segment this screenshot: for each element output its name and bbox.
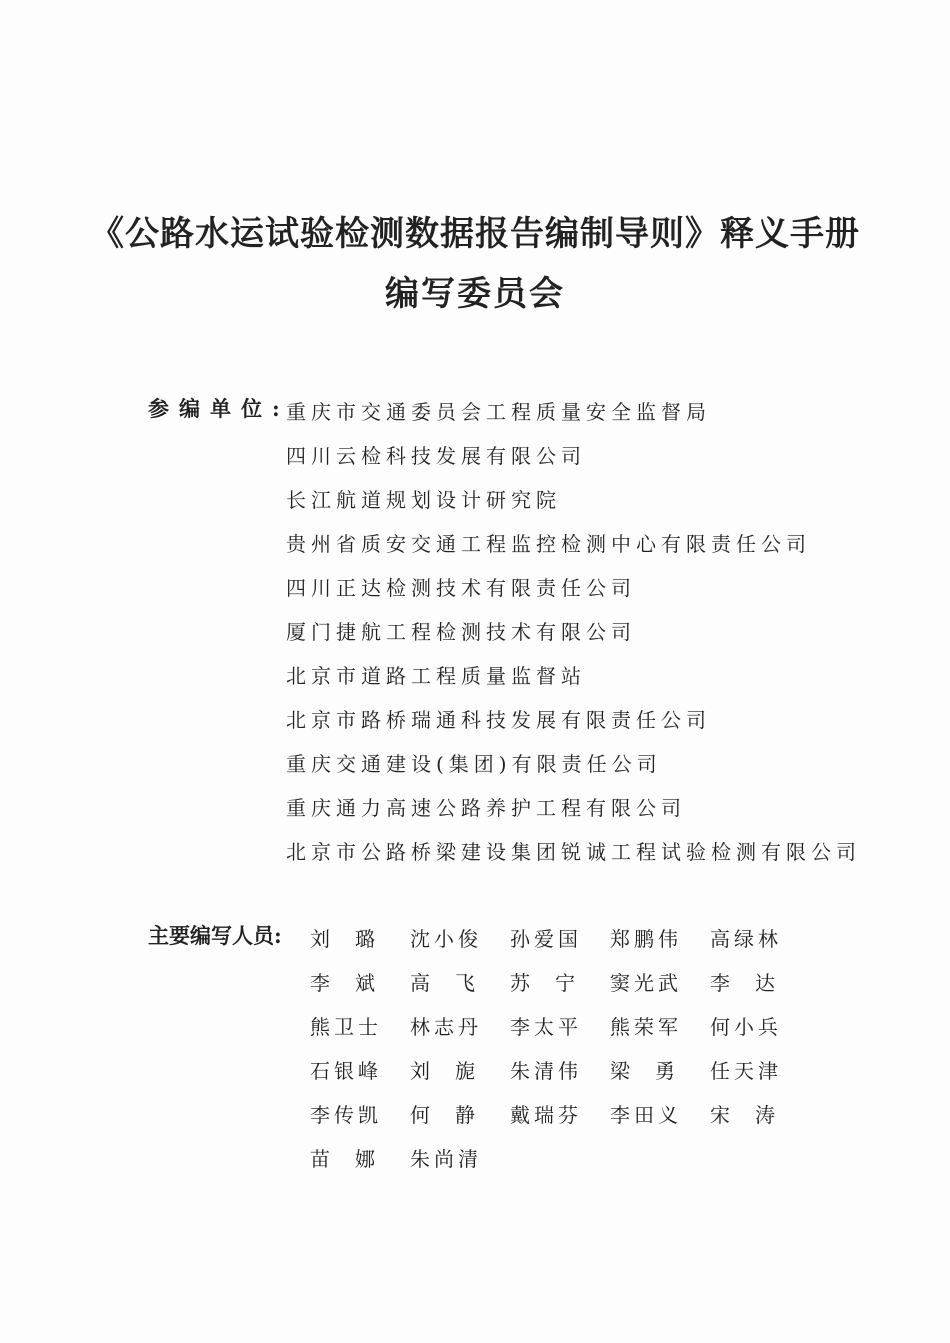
author-name: 沈小俊	[410, 927, 482, 951]
main-authors-list	[310, 917, 810, 1181]
manual-title: 《公路水运试验检测数据报告编制导则》释义手册	[90, 214, 860, 254]
author-name: 宋涛	[710, 1103, 800, 1127]
unit-item: 重庆交通建设(集团)有限责任公司	[286, 752, 662, 776]
author-row	[310, 917, 810, 961]
author-name: 李达	[710, 971, 800, 995]
author-row	[310, 1093, 810, 1137]
unit-item: 北京市道路工程质量监督站	[286, 664, 586, 688]
main-authors-label-text: 主要编写人员	[148, 924, 274, 948]
author-name: 刘璐	[310, 927, 400, 951]
author-name: 李传凯	[310, 1103, 382, 1127]
unit-item: 重庆市交通委员会工程质量安全监督局	[286, 400, 711, 424]
author-name: 窦光武	[610, 971, 682, 995]
author-name: 石银峰	[310, 1059, 382, 1083]
author-name: 任天津	[710, 1059, 782, 1083]
author-name: 李田义	[610, 1103, 682, 1127]
author-name: 朱尚清	[410, 1147, 482, 1171]
main-authors-colon: :	[274, 923, 282, 948]
unit-item: 北京市路桥瑞通科技发展有限责任公司	[286, 708, 711, 732]
author-name: 何小兵	[710, 1015, 782, 1039]
author-name: 朱清伟	[510, 1059, 582, 1083]
author-name: 何静	[410, 1103, 500, 1127]
participating-units-list	[286, 390, 861, 874]
author-name: 熊荣军	[610, 1015, 682, 1039]
main-authors-label	[148, 920, 282, 950]
author-name: 苗娜	[310, 1147, 400, 1171]
unit-item: 长江航道规划设计研究院	[286, 488, 561, 512]
author-row	[310, 1005, 810, 1049]
author-row	[310, 1049, 810, 1093]
author-name: 刘旎	[410, 1059, 500, 1083]
author-name: 林志丹	[410, 1015, 482, 1039]
unit-item: 厦门捷航工程检测技术有限公司	[286, 620, 636, 644]
author-name: 李太平	[510, 1015, 582, 1039]
author-name: 熊卫士	[310, 1015, 382, 1039]
unit-item: 四川正达检测技术有限责任公司	[286, 576, 636, 600]
unit-item: 重庆通力高速公路养护工程有限公司	[286, 796, 686, 820]
author-name: 戴瑞芬	[510, 1103, 582, 1127]
participating-units-colon: :	[272, 396, 280, 421]
committee-title: 编写委员会	[385, 274, 565, 314]
participating-units-label-text: 参编单位	[148, 397, 272, 421]
unit-item: 四川云检科技发展有限公司	[286, 444, 586, 468]
author-name: 梁勇	[610, 1059, 700, 1083]
author-name: 苏宁	[510, 971, 600, 995]
author-name: 孙爱国	[510, 927, 582, 951]
author-name: 高绿林	[710, 927, 782, 951]
author-name: 郑鹏伟	[610, 927, 682, 951]
author-name: 高飞	[410, 971, 500, 995]
unit-item: 北京市公路桥梁建设集团锐诚工程试验检测有限公司	[286, 840, 861, 864]
unit-item: 贵州省质安交通工程监控检测中心有限责任公司	[286, 532, 811, 556]
author-row	[310, 1137, 810, 1181]
author-name: 李斌	[310, 971, 400, 995]
participating-units-label	[148, 393, 280, 423]
author-row	[310, 961, 810, 1005]
